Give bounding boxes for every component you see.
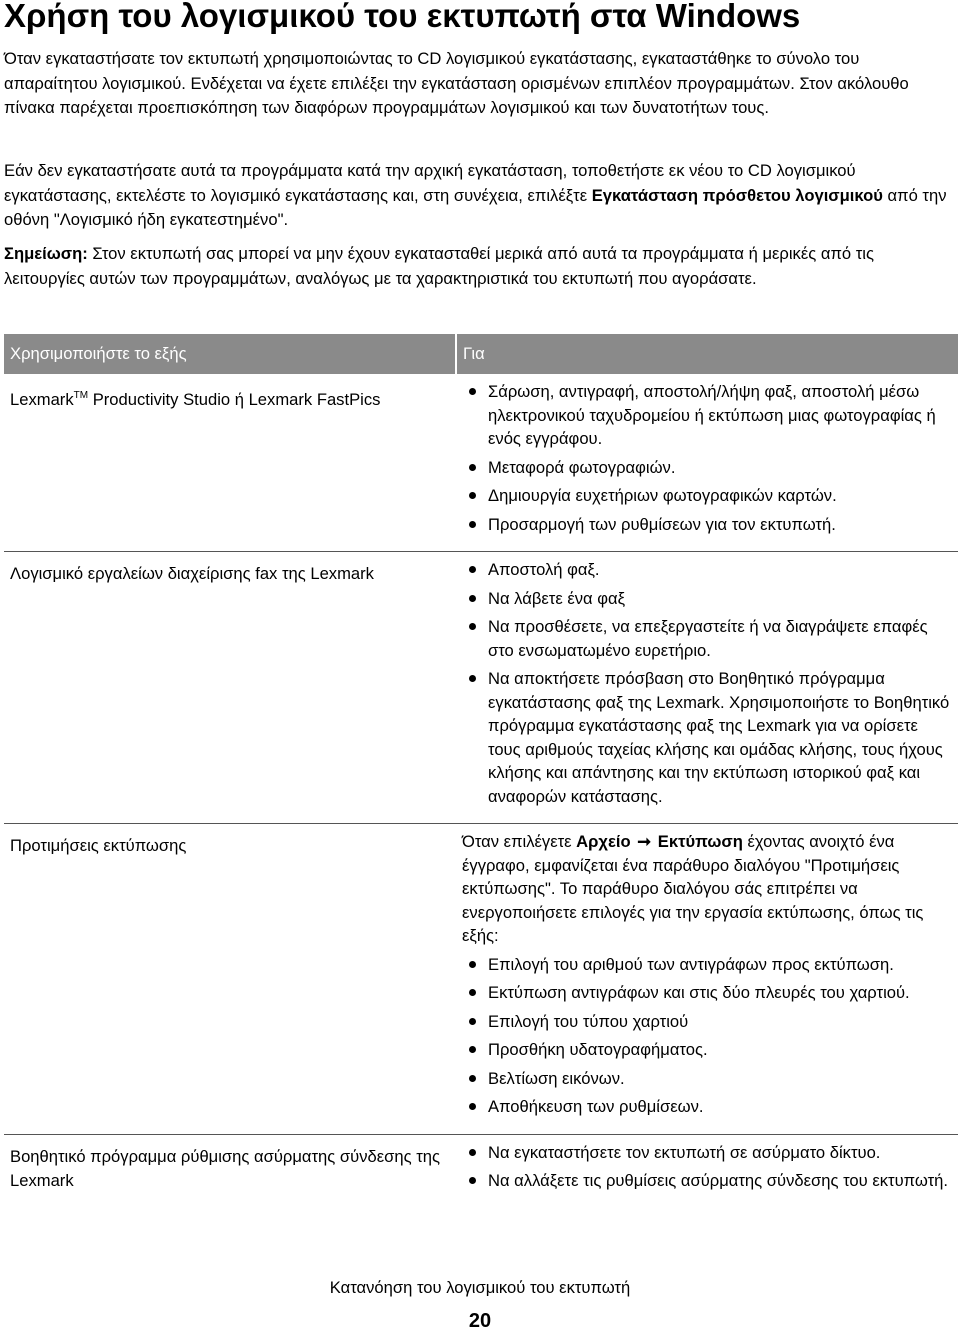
list-item: Προσαρμογή των ρυθμίσεων για τον εκτυπωτή. — [462, 513, 954, 537]
list-item: Βελτίωση εικόνων. — [462, 1067, 954, 1091]
list-item: Δημιουργία ευχετήριων φωτογραφικών καρτών. — [462, 484, 954, 508]
list-item: Προσθήκη υδατογραφήματος. — [462, 1038, 954, 1062]
program-features-cell — [456, 552, 958, 824]
table-header-row — [4, 334, 958, 374]
list-item: Να αλλάξετε τις ρυθμίσεις ασύρματης σύνδεσης του εκτυπωτή. — [462, 1169, 954, 1193]
page-title: Χρήση του λογισμικού του εκτυπωτή στα Windows — [4, 0, 801, 34]
software-table — [4, 334, 958, 1208]
program-name-cell: Βοηθητικό πρόγραμμα ρύθμισης ασύρματης σύνδεσης της Lexmark — [4, 1134, 456, 1208]
feature-list — [462, 558, 954, 808]
list-item: Επιλογή του αριθμού των αντιγράφων προς εκτύπωση. — [462, 953, 954, 977]
table-row — [4, 374, 958, 552]
table-row — [4, 824, 958, 1135]
feature-list — [462, 953, 954, 1119]
table-row — [4, 552, 958, 824]
note-paragraph — [4, 242, 954, 291]
list-item: Να λάβετε ένα φαξ — [462, 587, 954, 611]
arrow-right-icon: ➞ — [637, 832, 652, 851]
intro-text: Όταν επιλέγετε — [462, 832, 577, 851]
list-item: Να προσθέσετε, να επεξεργαστείτε ή να διαγράψετε επαφές στο ενσωματωμένο ευρετήριο. — [462, 615, 954, 662]
header-for: Για — [456, 334, 958, 374]
program-name-cell: Προτιμήσεις εκτύπωσης — [4, 824, 456, 1135]
page-number: 20 — [468, 1310, 492, 1332]
list-item: Επιλογή του τύπου χαρτιού — [462, 1010, 954, 1034]
trademark-sup: TM — [73, 390, 89, 401]
menu-file: Αρχείο — [576, 832, 631, 851]
list-item: Μεταφορά φωτογραφιών. — [462, 456, 954, 480]
note-label: Σημείωση: — [4, 244, 88, 263]
program-features-cell — [456, 1134, 958, 1208]
program-name-cell — [4, 374, 456, 552]
table-row — [4, 1134, 958, 1208]
footer-section-title: Κατανόηση του λογισμικού του εκτυπωτή — [329, 1278, 631, 1297]
list-item: Αποστολή φαξ. — [462, 558, 954, 582]
note-text: Στον εκτυπωτή σας μπορεί να μην έχουν εγκατασταθεί μερικά από αυτά τα προγράμματα ή μερικές από τις λειτουργίες αυτών των προγραμμάτων, αναλόγως με τα χαρακτηριστικά του εκτυπωτή που αγοράσατε. — [4, 244, 874, 288]
list-item: Σάρωση, αντιγραφή, αποστολή/λήψη φαξ, αποστολή μέσω ηλεκτρονικού ταχυδρομείου ή εκτύπωση μιας φωτογραφίας ή ενός εγγράφου. — [462, 380, 954, 451]
program-name-cell: Λογισμικό εργαλείων διαχείρισης fax της Lexmark — [4, 552, 456, 824]
program-name-part: Productivity Studio ή Lexmark FastPics — [88, 390, 381, 409]
intro-text: έχοντας ανοιχτό ένα έγγραφο, εμφανίζεται ένα παράθυρο διαλόγου "Προτιμήσεις εκτύπωσης". Το παράθυρο διαλόγου σάς επιτρέπει να ενεργοποιήσετε επιλογές για την εργασία εκτύπωσης, όπως τις εξής: — [462, 832, 924, 945]
program-name-part: Lexmark — [10, 390, 74, 409]
header-use: Χρησιμοποιήστε το εξής — [4, 334, 456, 374]
list-item: Να εγκαταστήσετε τον εκτυπωτή σε ασύρματο δίκτυο. — [462, 1141, 954, 1165]
list-item: Να αποκτήσετε πρόσβαση στο Βοηθητικό πρόγραμμα εγκατάστασης φαξ της Lexmark. Χρησιμοποιήστε το Βοηθητικό πρόγραμμα εγκατάστασης φαξ της Lexmark για να ορίσετε τους αριθμούς ταχείας κλήσης και ομάδας κλήσης, τους ήχους κλήσης και απάντησης και την εκτύπωση ιστορικού φαξ και αναφορών κατάστασης. — [462, 667, 954, 808]
program-features-cell — [456, 824, 958, 1135]
list-item: Αποθήκευση των ρυθμίσεων. — [462, 1095, 954, 1119]
list-item: Εκτύπωση αντιγράφων και στις δύο πλευρές του χαρτιού. — [462, 981, 954, 1005]
menu-print: Εκτύπωση — [657, 832, 743, 851]
install-text-after: από την οθόνη "Λογισμικό ήδη εγκατεστημένο". — [4, 185, 947, 229]
feature-list — [462, 380, 954, 536]
program-features-cell — [456, 374, 958, 552]
print-preferences-intro — [462, 830, 954, 948]
intro-paragraph: Όταν εγκαταστήσατε τον εκτυπωτή χρησιμοποιώντας το CD λογισμικού εγκατάστασης, εγκαταστάθηκε το σύνολο του απαραίτητου λογισμικού. Ενδέχεται να έχετε επιλέξει την εγκατάσταση ορισμένων επιπλέον προγραμμάτων. Στον ακόλουθο πίνακα παρέχεται προεπισκόπηση των διαφόρων προγραμμάτων λογισμικού και των δυνατοτήτων τους. — [4, 49, 909, 117]
feature-list — [462, 1141, 954, 1193]
install-paragraph — [4, 159, 954, 233]
install-text-before: Εάν δεν εγκαταστήσατε αυτά τα προγράμματα κατά την αρχική εγκατάσταση, τοποθετήστε εκ νέου το CD λογισμικού εγκατάστασης, εκτελέστε το λογισμικό εγκατάστασης και, στη συνέχεια, επιλέξτε — [4, 161, 856, 205]
install-bold-option: Εγκατάσταση πρόσθετου λογισμικού — [591, 185, 883, 205]
